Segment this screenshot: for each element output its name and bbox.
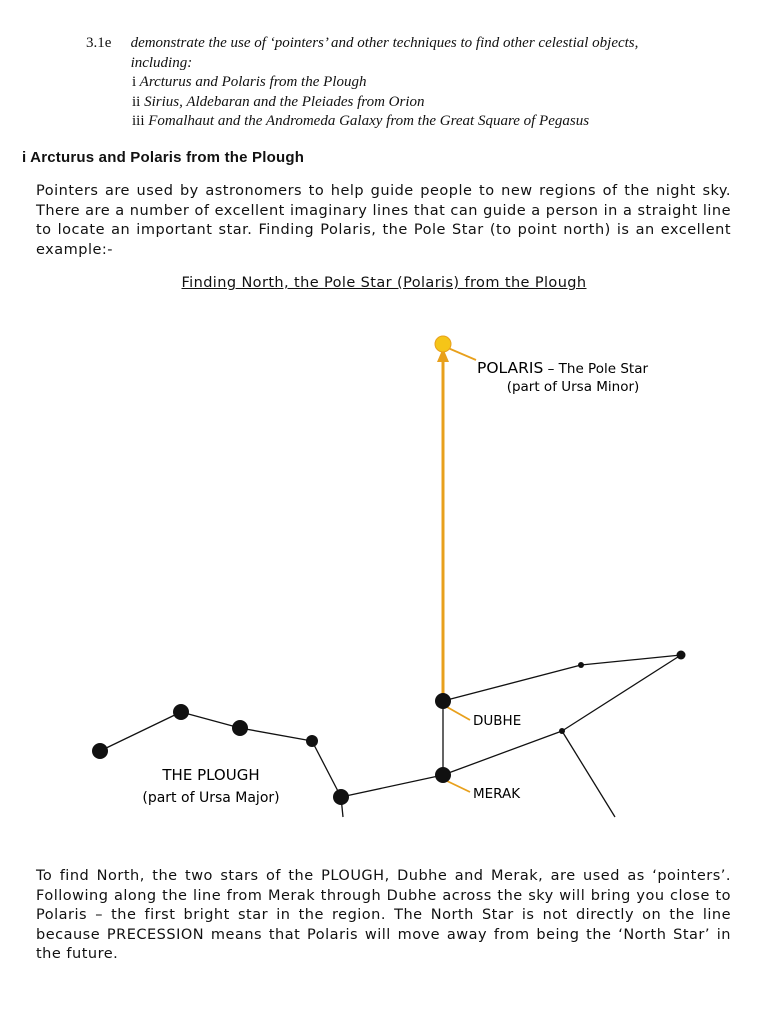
polaris-label bbox=[477, 359, 648, 377]
label-leaders bbox=[447, 348, 476, 792]
star bbox=[677, 651, 686, 660]
figure-title: Finding North, the Pole Star (Polaris) from the Plough bbox=[181, 275, 587, 291]
plough-polaris-diagram bbox=[0, 320, 768, 840]
objective-item-text: Arcturus and Polaris from the Plough bbox=[139, 74, 367, 90]
star bbox=[173, 704, 189, 720]
star bbox=[232, 720, 248, 736]
objective-item bbox=[86, 93, 686, 113]
dubhe-label: DUBHE bbox=[473, 713, 522, 729]
objective-item-number: iii bbox=[132, 113, 145, 129]
plough-sublabel: (part of Ursa Major) bbox=[142, 790, 280, 806]
objective-item-number: ii bbox=[132, 93, 141, 110]
objective-item-text: Sirius, Aldebaran and the Pleiades from Orion bbox=[144, 93, 425, 110]
polaris-sublabel: (part of Ursa Minor) bbox=[506, 379, 640, 395]
polaris-description: – The Pole Star bbox=[543, 361, 649, 377]
star bbox=[559, 728, 565, 734]
intro-paragraph: Pointers are used by astronomers to help guide people to new regions of the night sky. There are a number of excellent imaginary lines that can guide a person in a straight line to locate an important star. Finding Polaris, the Pole Star (to point north) is an excellent example:- bbox=[36, 183, 731, 258]
star bbox=[578, 662, 584, 668]
objective-item-text: Fomalhaut and the Andromeda Galaxy from the Great Square of Pegasus bbox=[148, 113, 590, 129]
star bbox=[92, 743, 108, 759]
objective-item-number: i bbox=[132, 74, 137, 90]
dubhe-star bbox=[435, 693, 451, 709]
objective-item bbox=[86, 112, 686, 132]
objective-code: 3.1e bbox=[86, 35, 112, 51]
polaris-star bbox=[435, 336, 451, 352]
plough-label: THE PLOUGH bbox=[162, 766, 260, 784]
star bbox=[306, 735, 318, 747]
merak-star bbox=[435, 767, 451, 783]
learning-objective bbox=[86, 34, 686, 132]
star bbox=[333, 789, 349, 805]
polaris-name: POLARIS bbox=[477, 359, 544, 377]
section-heading: i Arcturus and Polaris from the Plough bbox=[22, 149, 305, 166]
merak-label: MERAK bbox=[473, 786, 521, 802]
objective-item bbox=[86, 73, 686, 93]
outro-paragraph: To find North, the two stars of the PLOUGH, Dubhe and Merak, are used as ‘pointers’. Following along the line from Merak through Dubhe across the sky will bring you close to Polaris – the first bright star in the region. The North Star is not directly on the line because PRECESSION means that Polaris will move away from being the ‘North Star’ in the future. bbox=[36, 868, 731, 962]
objective-text: demonstrate the use of ‘pointers’ and other techniques to find other celestial objects, including: bbox=[130, 35, 639, 71]
